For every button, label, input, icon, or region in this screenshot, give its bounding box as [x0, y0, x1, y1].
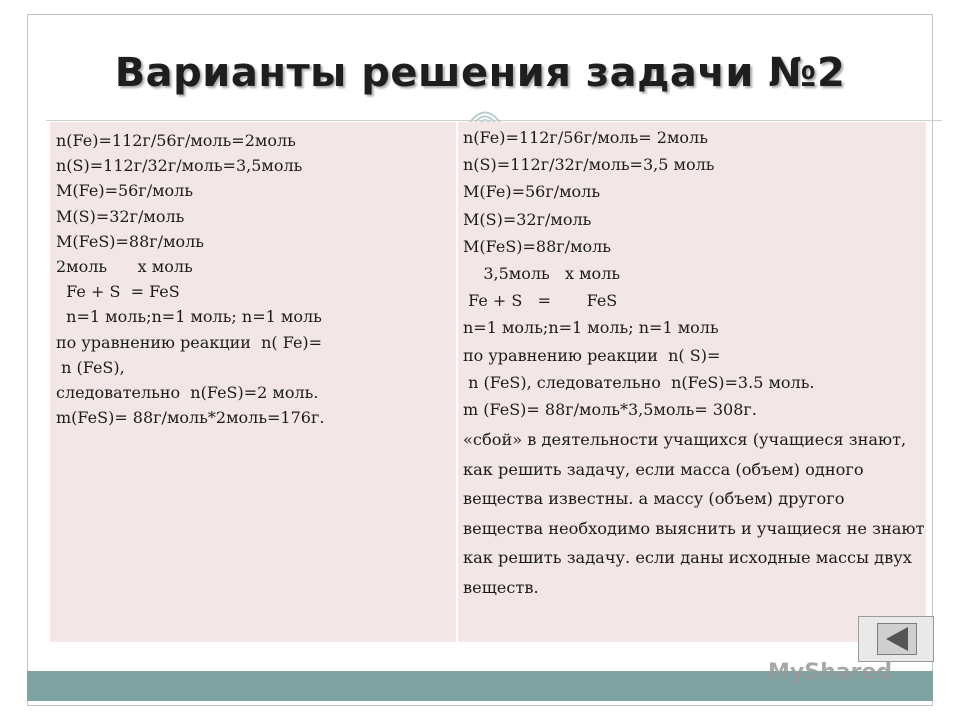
right-solution-panel: [458, 122, 926, 642]
right-line: n=1 моль;n=1 моль; n=1 моль: [463, 318, 719, 338]
left-line: n(Fe)=112г/56г/моль=2моль: [56, 131, 296, 150]
slide-title: Варианты решения задачи №2: [114, 50, 846, 96]
left-line: M(Fe)=56г/моль: [56, 181, 194, 201]
right-line: m (FeS)= 88г/моль*3,5моль= 308г.: [463, 399, 757, 419]
left-line: M(FeS)=88г/моль: [56, 231, 205, 251]
left-line: n (FeS),: [56, 357, 125, 377]
header-rule: [46, 120, 942, 121]
watermark-text: MyShared: [768, 660, 893, 685]
left-line: m(FeS)= 88г/моль*2моль=176г.: [56, 408, 325, 428]
right-line: M(Fe)=56г/моль: [463, 182, 601, 202]
left-line: n=1 моль;n=1 моль; n=1 моль: [56, 307, 322, 327]
left-solution-panel: [50, 122, 456, 642]
right-line: M(FeS)=88г/моль: [463, 236, 612, 256]
right-line: Fe + S = FeS: [463, 291, 618, 311]
watermark-logo: [768, 660, 892, 685]
left-line: по уравнению реакции n( Fe)=: [56, 332, 323, 352]
back-button[interactable]: [858, 616, 934, 662]
right-line: 3,5моль х моль: [463, 263, 621, 283]
back-button-face: [877, 623, 917, 655]
left-line: следовательно n(FeS)=2 моль.: [56, 383, 319, 403]
right-line: n(S)=112г/32г/моль=3,5 моль: [463, 155, 715, 175]
right-paragraph: «сбой» в деятельности учащихся (учащиеся знают, как решить задачу, если масса (объем) одного вещества известны. а массу (объем) другого вещества необходимо выяснить и учащиеся не знают как решить задачу. если даны исходные массы двух веществ.: [463, 430, 925, 597]
left-line: M(S)=32г/моль: [56, 206, 185, 226]
left-line: Fe + S = FeS: [56, 282, 180, 302]
right-line: n(Fe)=112г/56г/моль= 2моль: [463, 128, 708, 147]
right-line: n (FeS), следовательно n(FeS)=3.5 моль.: [463, 372, 815, 392]
left-line: n(S)=112г/32г/моль=3,5моль: [56, 156, 303, 176]
left-line: 2моль х моль: [56, 257, 193, 277]
right-line: по уравнению реакции n( S)=: [463, 345, 721, 365]
right-line: M(S)=32г/моль: [463, 209, 592, 229]
triangle-left-icon: [878, 624, 916, 654]
